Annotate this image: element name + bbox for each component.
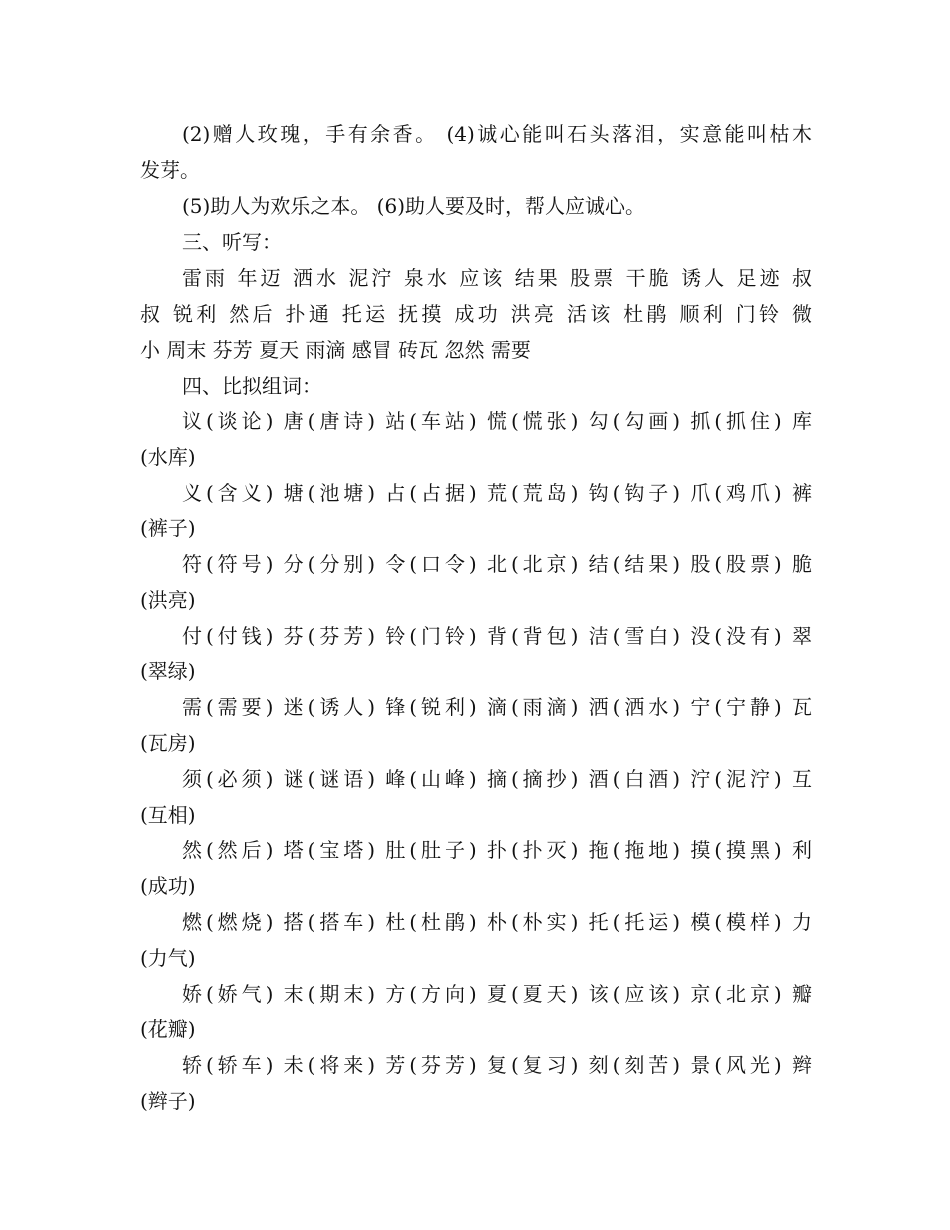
text-line: 须(必须) 谜(谜语) 峰(山峰) 摘(摘抄) 酒(白酒) 泞(泥泞) 互 xyxy=(182,767,812,791)
text-line: (辫子) xyxy=(140,1089,196,1113)
section-heading: 三、听写： xyxy=(182,230,282,254)
text-line: 雷雨 年迈 洒水 泥泞 泉水 应该 结果 股票 干脆 诱人 足迹 叔 xyxy=(182,266,812,290)
text-line: 议(谈论) 唐(唐诗) 站(车站) 慌(慌张) 勾(勾画) 抓(抓住) 库 xyxy=(182,409,812,433)
text-line: 符(符号) 分(分别) 令(口令) 北(北京) 结(结果) 股(股票) 脆 xyxy=(182,552,812,576)
text-line: 然(然后) 塔(宝塔) 肚(肚子) 扑(扑灭) 拖(拖地) 摸(摸黑) 利 xyxy=(182,838,812,862)
text-line: 娇(娇气) 末(期末) 方(方向) 夏(夏天) 该(应该) 京(北京) 瓣 xyxy=(182,982,812,1006)
text-line: (2)赠人玫瑰，手有余香。 (4)诚心能叫石头落泪，实意能叫枯木 xyxy=(182,122,812,146)
text-line: (裤子) xyxy=(140,516,196,540)
text-line: 轿(轿车) 未(将来) 芳(芬芳) 复(复习) 刻(刻苦) 景(风光) 辫 xyxy=(182,1053,812,1077)
text-line: (互相) xyxy=(140,803,196,827)
text-line: (洪亮) xyxy=(140,588,196,612)
text-line: 燃(燃烧) 搭(搭车) 杜(杜鹃) 朴(朴实) 托(托运) 模(模样) 力 xyxy=(182,910,812,934)
text-line: (花瓣) xyxy=(140,1017,196,1041)
text-line: (瓦房) xyxy=(140,731,196,755)
text-line: (5)助人为欢乐之本。 (6)助人要及时，帮人应诚心。 xyxy=(182,194,646,218)
section-heading: 四、比拟组词： xyxy=(182,374,322,398)
text-line: (翠绿) xyxy=(140,659,196,683)
text-line: 付(付钱) 芬(芬芳) 铃(门铃) 背(背包) 洁(雪白) 没(没有) 翠 xyxy=(182,624,812,648)
text-line: 需(需要) 迷(诱人) 锋(锐利) 滴(雨滴) 洒(洒水) 宁(宁静) 瓦 xyxy=(182,695,812,719)
text-line: 义(含义) 塘(池塘) 占(占据) 荒(荒岛) 钩(钩子) 爪(鸡爪) 裤 xyxy=(182,481,812,505)
text-line: (水库) xyxy=(140,445,196,469)
text-line: 小 周末 芬芳 夏天 雨滴 感冒 砖瓦 忽然 需要 xyxy=(140,338,531,362)
text-line: (成功) xyxy=(140,874,196,898)
text-line: (力气) xyxy=(140,946,196,970)
text-line: 发芽。 xyxy=(140,158,200,182)
text-line: 叔 锐利 然后 扑通 托运 抚摸 成功 洪亮 活该 杜鹃 顺利 门铃 微 xyxy=(140,302,812,326)
